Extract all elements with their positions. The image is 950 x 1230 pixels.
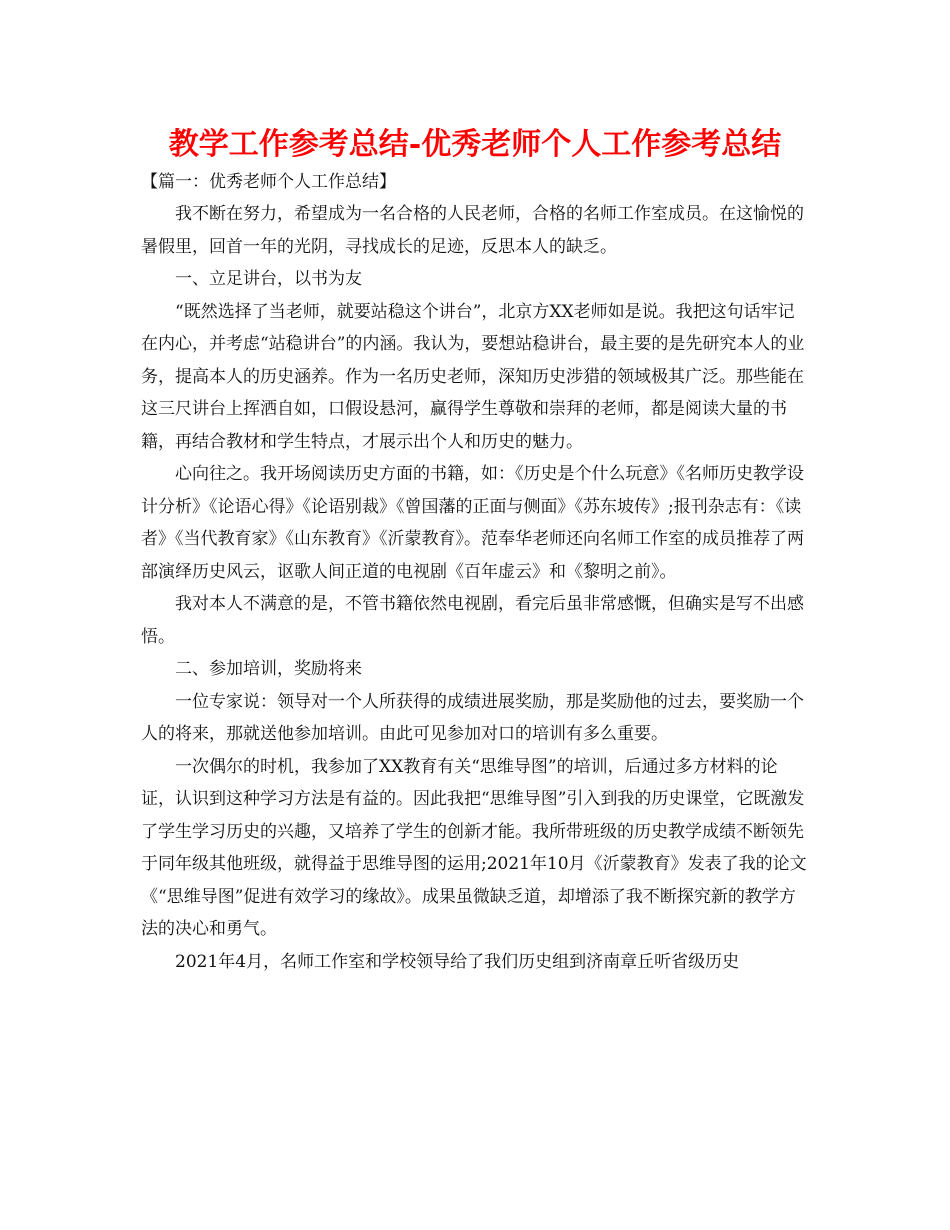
paragraph-mindmap: 一次偶尔的时机，我参加了XX教育有关“思维导图”的培训，后通过多方材料的论证，认识到这种学习方法是有益的。因此我把“思维导图”引入到我的历史课堂，它既激发了学生学习历史的兴趣，又培养了学生的创新才能。我所带班级的历史教学成绩不断领先于同年级其他班级，就得益于思维导图的运用;2021年10月《沂蒙教育》发表了我的论文《“思维导图”促进有效学习的缘故》。成果虽微缺乏道，却增添了我不断探究新的教学方法的决心和勇气。 [141, 756, 807, 939]
paragraph-podium: “既然选择了当老师，就要站稳这个讲台”，北京方XX老师如是说。我把这句话牢记在内心，并考虑“站稳讲台”的内涵。我认为，要想站稳讲台，最主要的是先研究本人的业务，提高本人的历史涵养。作为一名历史老师，深知历史涉猎的领域极其广泛。那些能在这三尺讲台上挥洒自如，口假设悬河，赢得学生尊敬和崇拜的老师，都是阅读大量的书籍，再结合教材和学生特点，才展示出个人和历史的魅力。 [141, 301, 805, 452]
paragraph-training: 一位专家说：领导对一个人所获得的成绩进展奖励，那是奖励他的过去，要奖励一个人的将来，那就送他参加培训。由此可见参加对口的培训有多么重要。 [141, 691, 804, 744]
paragraph-april: 2021年4月，名师工作室和学校领导给了我们历史组到济南章丘听省级历史 [175, 951, 740, 972]
paragraph-intro: 我不断在努力，希望成为一名合格的人民老师，合格的名师工作室成员。在这愉悦的暑假里，回首一年的光阴，寻找成长的足迹，反思本人的缺乏。 [141, 204, 804, 257]
paragraph-reflection: 我对本人不满意的是，不管书籍依然电视剧，看完后虽非常感慨，但确实是写不出感悟。 [141, 594, 804, 647]
document-title: 教学工作参考总结-优秀老师个人工作参考总结 [168, 127, 782, 162]
document-body [141, 166, 811, 978]
paragraph-reading: 心向往之。我开场阅读历史方面的书籍，如：《历史是个什么玩意》《名师历史教学设计分析》《论语心得》《论语别裁》《曾国藩的正面与侧面》《苏东坡传》;报刊杂志有：《读者》《当代教育家》《山东教育》《沂蒙教育》。范奉华老师还向名师工作室的成员推荐了两部演绎历史风云，讴歌人间正道的电视剧《百年虚云》和《黎明之前》。 [141, 464, 804, 582]
section-heading-2: 二、参加培训，奖励将来 [175, 659, 362, 679]
article-heading: 【篇一：优秀老师个人工作总结】 [141, 172, 396, 192]
section-heading-1: 一、立足讲台，以书为友 [175, 269, 362, 289]
